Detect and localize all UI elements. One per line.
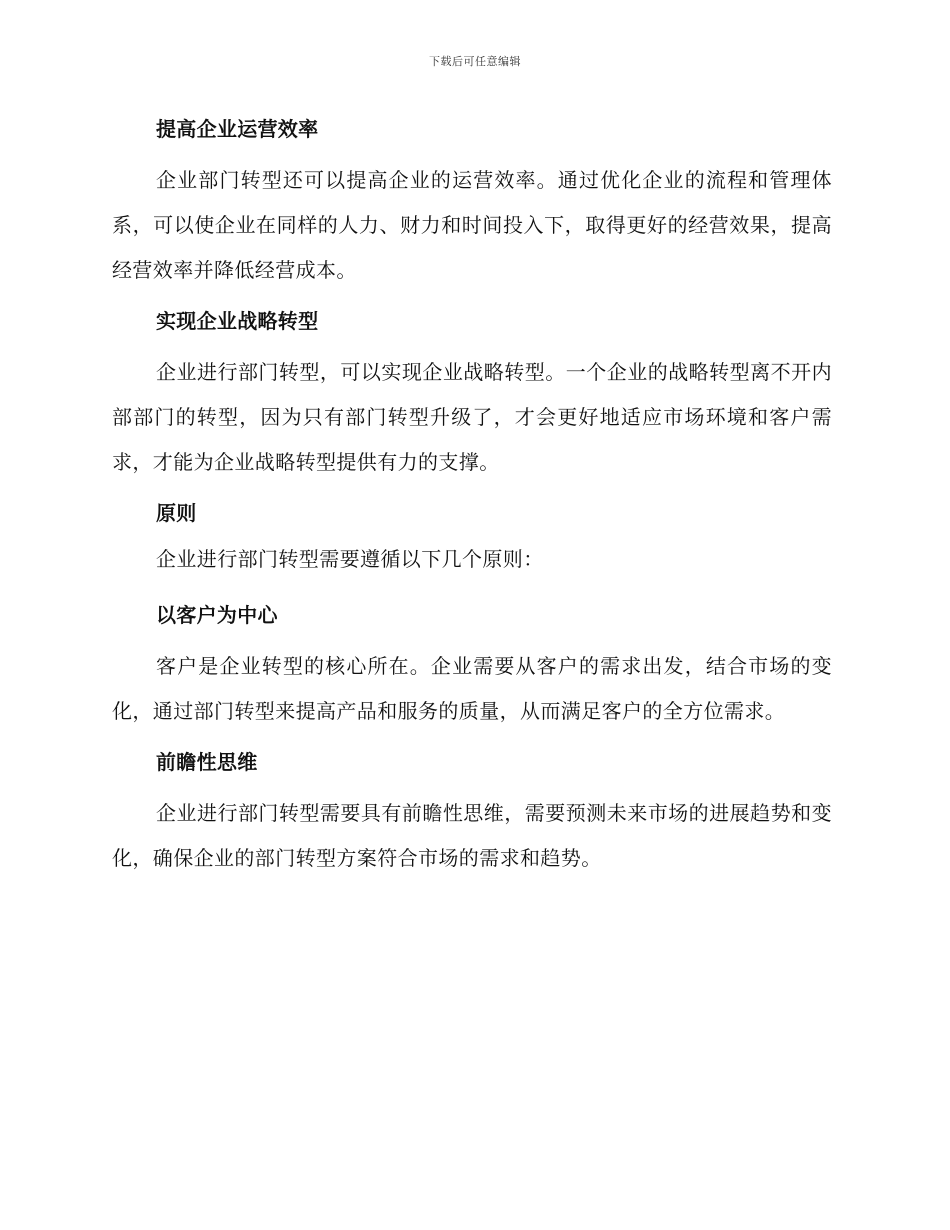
section-paragraph-operating-efficiency: 企业部门转型还可以提高企业的运营效率。通过优化企业的流程和管理体系，可以使企业在同样的人力、财力和时间投入下，取得更好的经营效果，提高经营效率并降低经营成本。 xyxy=(112,168,832,282)
section-heading-principles: 原则 xyxy=(156,501,197,525)
section-paragraph-strategic-transformation: 企业进行部门转型，可以实现企业战略转型。一个企业的战略转型离不开内部部门的转型，因为只有部门转型升级了，才会更好地适应市场环境和客户需求，才能为企业战略转型提供有力的支撑。 xyxy=(112,360,832,474)
section-paragraph-customer-centric: 客户是企业转型的核心所在。企业需要从客户的需求出发，结合市场的变化，通过部门转型来提高产品和服务的质量，从而满足客户的全方位需求。 xyxy=(112,654,832,723)
page-header: 下载后可任意编辑 xyxy=(429,55,521,68)
section-heading-forward-thinking: 前瞻性思维 xyxy=(156,750,258,774)
section-paragraph-forward-thinking: 企业进行部门转型需要具有前瞻性思维，需要预测未来市场的进展趋势和变化，确保企业的部门转型方案符合市场的需求和趋势。 xyxy=(112,801,832,870)
document-body xyxy=(112,112,832,892)
section-heading-operating-efficiency: 提高企业运营效率 xyxy=(156,117,319,141)
section-paragraph-principles: 企业进行部门转型需要遵循以下几个原则： xyxy=(156,547,544,571)
section-heading-customer-centric: 以客户为中心 xyxy=(156,603,278,627)
section-heading-strategic-transformation: 实现企业战略转型 xyxy=(156,309,319,333)
